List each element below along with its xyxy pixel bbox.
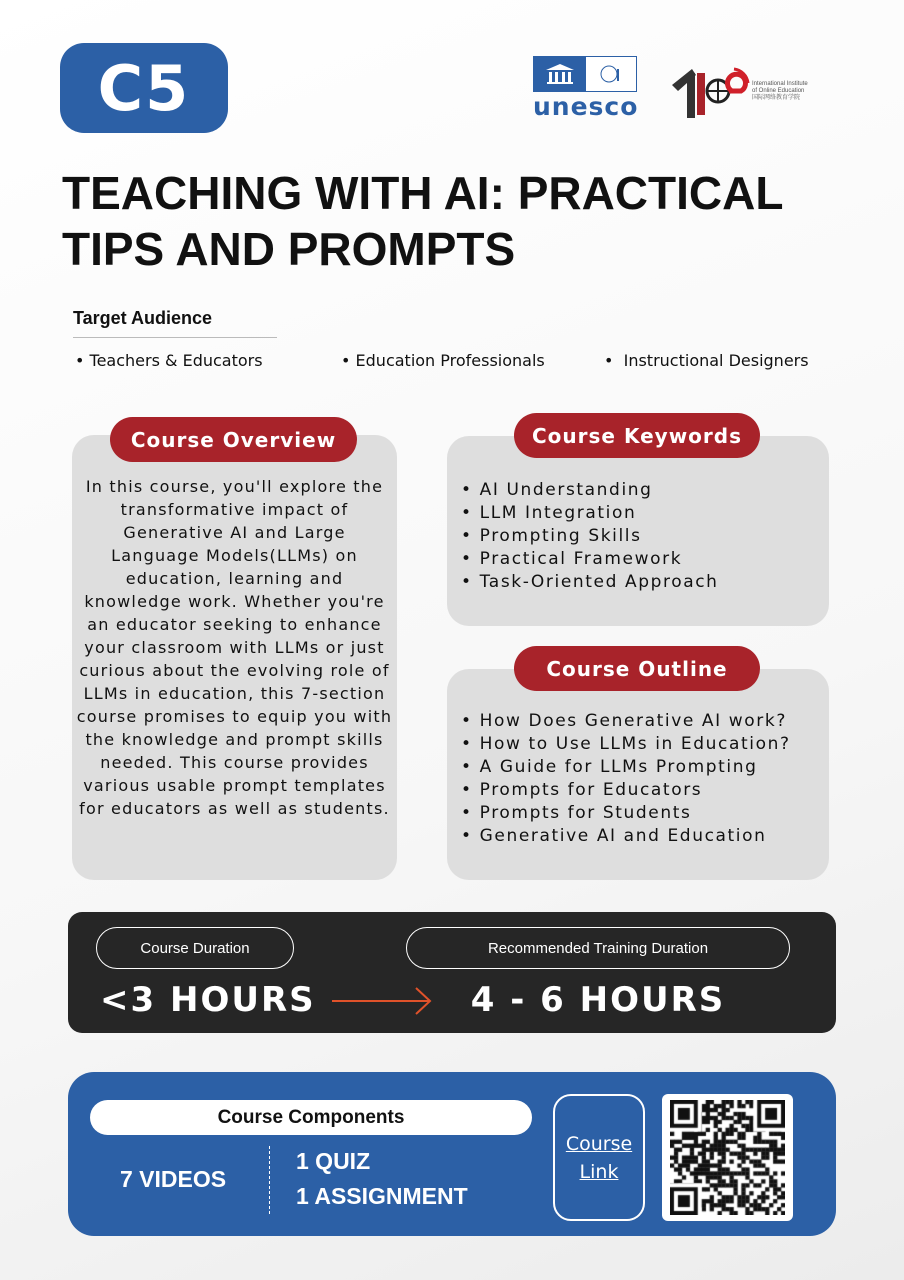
keyword-item: • Task-Oriented Approach xyxy=(461,571,829,594)
target-audience-heading: Target Audience xyxy=(73,308,277,338)
course-link[interactable] xyxy=(553,1094,645,1221)
audience-item: • Teachers & Educators xyxy=(75,351,263,370)
recommended-duration-value: 4 - 6 HOURS xyxy=(470,980,726,1020)
course-duration-value: <3 HOURS xyxy=(100,980,316,1020)
keywords-panel xyxy=(447,436,829,626)
qr-code[interactable] xyxy=(662,1094,793,1221)
audience-item: • Instructional Designers xyxy=(604,351,809,370)
outline-item: • How Does Generative AI work? xyxy=(461,710,829,733)
components-heading: Course Components xyxy=(90,1100,532,1135)
videos-count: 7 VIDEOS xyxy=(120,1166,227,1192)
outline-item: • Prompts for Educators xyxy=(461,779,829,802)
course-link-label: Link xyxy=(579,1160,619,1183)
quiz-count: 1 QUIZ xyxy=(296,1148,371,1174)
components-panel xyxy=(68,1072,836,1236)
audience-item: • Education Professionals xyxy=(341,351,545,370)
divider xyxy=(269,1146,270,1214)
unesco-logo: unesco xyxy=(533,56,637,122)
assignment-count: 1 ASSIGNMENT xyxy=(296,1183,468,1209)
outline-panel xyxy=(447,669,829,880)
iioe-logo: International Institute of Online Education 国际网络教育学院 xyxy=(672,55,822,120)
outline-item: • Prompts for Students xyxy=(461,802,829,825)
keyword-item: • LLM Integration xyxy=(461,502,829,525)
outline-item: • A Guide for LLMs Prompting xyxy=(461,756,829,779)
keyword-item: • Practical Framework xyxy=(461,548,829,571)
overview-text: In this course, you'll explore the transformative impact of Generative AI and Large Language Models(LLMs) on education, learning and knowledge work. Whether you're an educator seeking to enhance your classroom with LLMs or just curious about the evolving role of LLMs in education, this 7-section course promises to equip you with the knowledge and prompt skills needed. This course provides various usable prompt templates for educators as well as students. xyxy=(76,477,393,818)
outline-heading: Course Outline xyxy=(514,646,760,691)
overview-panel xyxy=(72,435,397,880)
keyword-item: • AI Understanding xyxy=(461,479,829,502)
course-link-label: Course xyxy=(565,1132,633,1155)
keywords-heading: Course Keywords xyxy=(514,413,760,458)
course-code-badge: C5 xyxy=(60,43,228,133)
overview-heading: Course Overview xyxy=(110,417,357,462)
outline-item: • How to Use LLMs in Education? xyxy=(461,733,829,756)
keyword-item: • Prompting Skills xyxy=(461,525,829,548)
page-title: TEACHING WITH AI: PRACTICAL TIPS AND PROMPTS xyxy=(62,167,783,275)
duration-panel xyxy=(68,912,836,1033)
recommended-duration-label: Recommended Training Duration xyxy=(406,927,790,969)
outline-item: • Generative AI and Education xyxy=(461,825,829,848)
course-duration-label: Course Duration xyxy=(96,927,294,969)
